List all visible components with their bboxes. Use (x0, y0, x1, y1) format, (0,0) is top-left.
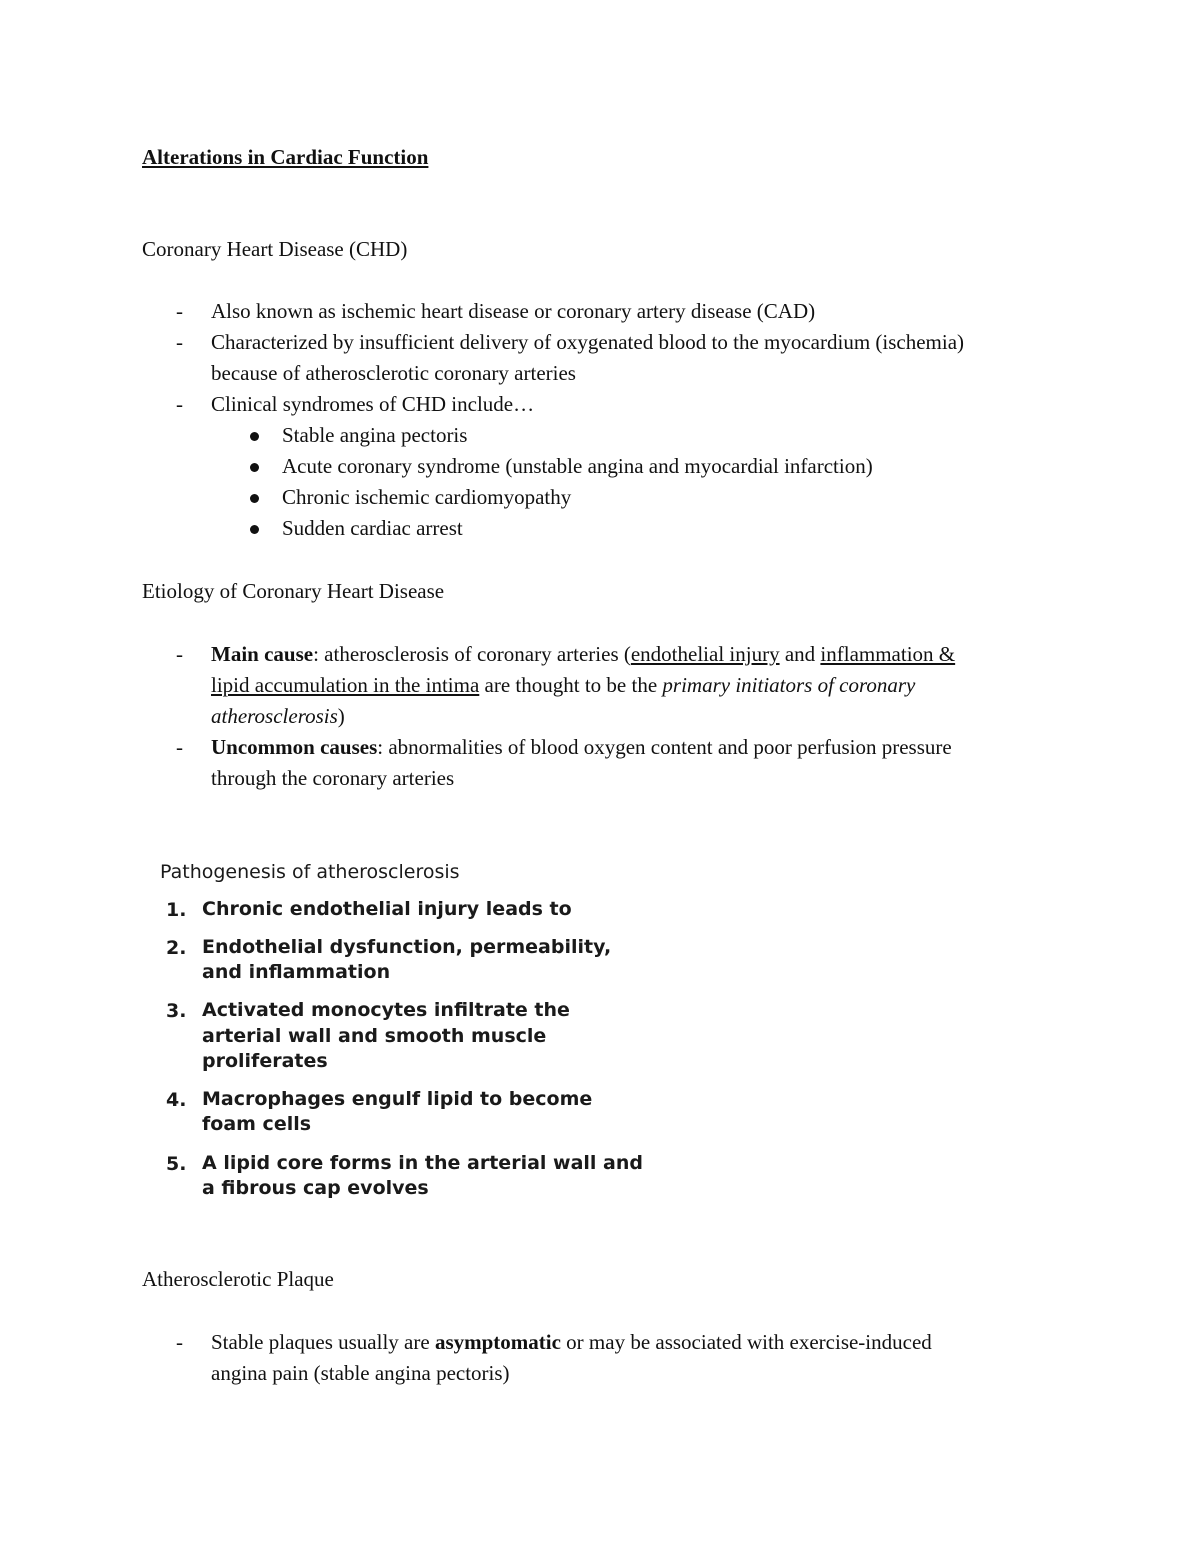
dash-marker: - (176, 299, 183, 323)
bullet-icon (250, 463, 259, 472)
document-title: Alterations in Cardiac Function (142, 145, 429, 169)
main-cause-line-1 (211, 639, 955, 670)
dash-marker: - (176, 1330, 183, 1354)
step-number: 5. (166, 1153, 187, 1175)
step-text: Macrophages engulf lipid to become (202, 1088, 593, 1110)
list-item-continuation: because of atherosclerotic coronary arteries (211, 361, 576, 385)
underlined-term: lipid accumulation in the intima (211, 673, 480, 697)
dash-marker: - (176, 642, 183, 666)
main-cause-line-3 (211, 701, 345, 732)
underlined-term: endothelial injury (630, 642, 780, 666)
step-text: and inflammation (202, 961, 391, 983)
main-cause-label: Main cause (211, 642, 314, 666)
bullet-icon (250, 494, 259, 503)
conjunction-text: and (779, 642, 821, 666)
step-text: proliferates (202, 1050, 328, 1072)
step-text: Chronic endothelial injury leads to (202, 898, 572, 920)
uncommon-cause-text: : abnormalities of blood oxygen content and poor perfusion pressure (377, 735, 952, 759)
sublist-item: Sudden cardiac arrest (282, 516, 463, 540)
step-number: 4. (166, 1089, 187, 1111)
dash-marker: - (176, 735, 183, 759)
section-heading-chd: Coronary Heart Disease (CHD) (142, 237, 408, 261)
list-item: Clinical syndromes of CHD include… (211, 392, 535, 416)
main-cause-text: : atherosclerosis of coronary arteries ( (313, 642, 631, 666)
step-text: Endothelial dysfunction, permeability, (202, 936, 612, 958)
plaque-text: Stable plaques usually are (211, 1330, 435, 1354)
sublist-item: Acute coronary syndrome (unstable angina and myocardial infarction) (282, 454, 873, 478)
step-number: 2. (166, 937, 187, 959)
plaque-line-2: angina pain (stable angina pectoris) (211, 1361, 510, 1385)
uncommon-cause-label: Uncommon causes (211, 735, 378, 759)
step-text: A lipid core forms in the arterial wall and (202, 1152, 643, 1174)
section-heading-plaque: Atherosclerotic Plaque (142, 1267, 334, 1291)
step-text: a fibrous cap evolves (202, 1177, 429, 1199)
step-number: 3. (166, 1000, 187, 1022)
step-text: foam cells (202, 1113, 312, 1135)
uncommon-cause-line-1 (211, 732, 952, 763)
sublist-item: Chronic ischemic cardiomyopathy (282, 485, 572, 509)
underlined-term: inflammation & (820, 642, 956, 666)
italic-phrase: primary initiators of coronary (662, 673, 916, 697)
step-number: 1. (166, 899, 187, 921)
slide-title: Pathogenesis of atherosclerosis (160, 861, 460, 883)
bullet-icon (250, 432, 259, 441)
main-cause-line-2 (211, 670, 915, 701)
main-cause-text: are thought to be the (479, 673, 663, 697)
step-text: arterial wall and smooth muscle (202, 1025, 547, 1047)
uncommon-cause-line-2: through the coronary arteries (211, 766, 455, 790)
sublist-item: Stable angina pectoris (282, 423, 468, 447)
bold-term: asymptomatic (434, 1330, 561, 1354)
bullet-icon (250, 525, 259, 534)
dash-marker: - (176, 330, 183, 354)
step-text: Activated monocytes infiltrate the (202, 999, 570, 1021)
italic-phrase: atherosclerosis (211, 704, 338, 728)
list-item: Also known as ischemic heart disease or coronary artery disease (CAD) (211, 299, 816, 323)
dash-marker: - (176, 392, 183, 416)
plaque-text: or may be associated with exercise-induced (560, 1330, 932, 1354)
plaque-line-1 (211, 1327, 932, 1358)
closing-paren: ) (337, 704, 345, 728)
list-item: Characterized by insufficient delivery of oxygenated blood to the myocardium (ischemia) (211, 330, 965, 354)
section-heading-etiology: Etiology of Coronary Heart Disease (142, 579, 445, 603)
